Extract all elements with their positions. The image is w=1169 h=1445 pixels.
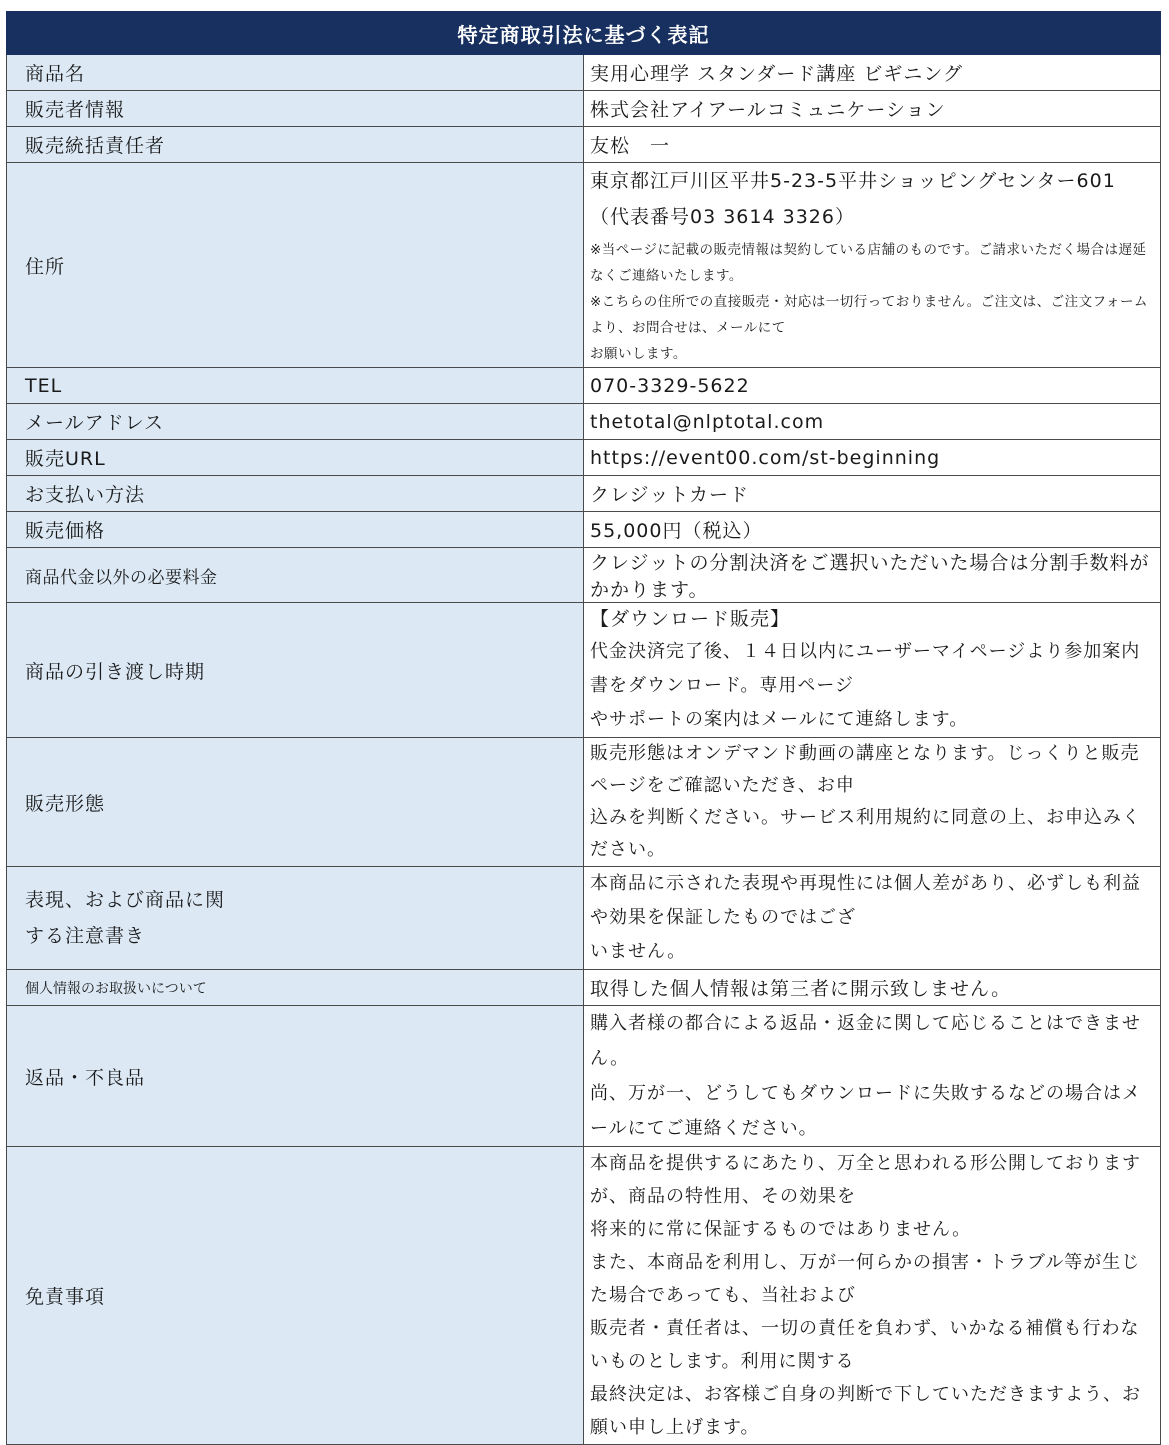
value-product-name: 実用心理学 スタンダード講座 ビギニング (584, 55, 1161, 91)
value-disclaimer-cell (584, 1147, 1161, 1445)
table-row (7, 1006, 1161, 1147)
label-email: メールアドレス (7, 404, 584, 440)
table-row (7, 91, 1161, 127)
delivery-line-3: やサポートの案内はメールにて連絡します。 (590, 709, 969, 730)
value-payment: クレジットカード (584, 476, 1161, 512)
caution-line-2: いません。 (590, 941, 687, 962)
table-row (7, 548, 1161, 603)
value-caution-cell (584, 867, 1161, 970)
value-extra-fee: クレジットの分割決済をご選択いただいた場合は分割手数料がかかります。 (584, 548, 1161, 603)
table-row (7, 163, 1161, 368)
label-caution-cell (7, 867, 584, 970)
label-form: 販売形態 (7, 738, 584, 867)
legal-notice-table-container (6, 11, 1161, 1445)
table-row (7, 55, 1161, 91)
disclaimer-line-4: 販売者・責任者は、一切の責任を負わず、いかなる補償も行わないものとします。利用に関する (590, 1318, 1140, 1372)
caution-line-1: 本商品に示された表現や再現性には個人差があり、必ずしも利益や効果を保証したものではござ (590, 873, 1141, 928)
table-row (7, 738, 1161, 867)
table-title: 特定商取引法に基づく表記 (7, 12, 1161, 55)
address-note-3: お願いします。 (590, 346, 687, 362)
label-disclaimer: 免責事項 (7, 1147, 584, 1445)
value-privacy: 取得した個人情報は第三者に開示致しません。 (584, 970, 1161, 1006)
address-note-1: ※当ページに記載の販売情報は契約している店舗のものです。ご請求いただく場合は遅延なくご連絡いたします。 (590, 242, 1147, 284)
table-row (7, 368, 1161, 404)
value-seller: 株式会社アイアールコミュニケーション (584, 91, 1161, 127)
title-row (7, 12, 1161, 55)
label-returns: 返品・不良品 (7, 1006, 584, 1147)
value-address: 東京都江戸川区平井5-23-5平井ショッピングセンター601 （代表番号03 3614 3326） (590, 170, 1116, 228)
disclaimer-line-2: 将来的に常に保証するものではありません。 (590, 1219, 972, 1240)
delivery-line-1: 【ダウンロード販売】 (590, 608, 791, 630)
disclaimer-line-1: 本商品を提供するにあたり、万全と思われる形公開しておりますが、商品の特性用、その効果を (590, 1153, 1141, 1207)
label-manager: 販売統括責任者 (7, 127, 584, 163)
table-row (7, 603, 1161, 738)
table-row (7, 476, 1161, 512)
label-payment: お支払い方法 (7, 476, 584, 512)
label-caution-1: 表現、および商品に関 (25, 889, 226, 911)
value-form-cell (584, 738, 1161, 867)
table-row (7, 440, 1161, 476)
legal-notice-table (6, 11, 1161, 1445)
value-url: https://event00.com/st-beginning (584, 440, 1161, 476)
value-manager: 友松 一 (584, 127, 1161, 163)
form-line-2: 込みを判断ください。サービス利用規約に同意の上、お申込みください。 (590, 807, 1141, 860)
table-row (7, 867, 1161, 970)
value-delivery-cell (584, 603, 1161, 738)
value-tel: 070-3329-5622 (584, 368, 1161, 404)
table-row (7, 404, 1161, 440)
label-address: 住所 (7, 163, 584, 368)
label-tel: TEL (7, 368, 584, 404)
label-delivery: 商品の引き渡し時期 (7, 603, 584, 738)
label-price: 販売価格 (7, 512, 584, 548)
address-note-2: ※こちらの住所での直接販売・対応は一切行っておりません。ご注文は、ご注文フォームより、お問合せは、メールにて (590, 294, 1148, 336)
disclaimer-line-3: また、本商品を利用し、万が一何らかの損害・トラブル等が生じた場合であっても、当社および (590, 1252, 1141, 1306)
table-row (7, 127, 1161, 163)
form-line-1: 販売形態はオンデマンド動画の講座となります。じっくりと販売ページをご確認いただき、お申 (590, 743, 1140, 796)
value-returns-cell (584, 1006, 1161, 1147)
table-row (7, 512, 1161, 548)
label-seller: 販売者情報 (7, 91, 584, 127)
label-extra-fee: 商品代金以外の必要料金 (7, 548, 584, 603)
disclaimer-line-5: 最終決定は、お客様ご自身の判断で下していただきますよう、お願い申し上げます。 (590, 1384, 1141, 1438)
returns-line-2: 尚、万が一、どうしてもダウンロードに失敗するなどの場合はメールにてご連絡ください。 (590, 1083, 1141, 1139)
label-url: 販売URL (7, 440, 584, 476)
label-product-name: 商品名 (7, 55, 584, 91)
table-row (7, 1147, 1161, 1445)
label-privacy: 個人情報のお取扱いについて (7, 970, 584, 1006)
value-price: 55,000円（税込） (584, 512, 1161, 548)
table-row (7, 970, 1161, 1006)
value-address-cell (584, 163, 1161, 368)
delivery-line-2: 代金決済完了後、１４日以内にユーザーマイページより参加案内書をダウンロード。専用ページ (590, 641, 1141, 696)
returns-line-1: 購入者様の都合による返品・返金に関して応じることはできません。 (590, 1013, 1141, 1069)
label-caution-2: する注意書き (25, 925, 146, 947)
value-email: thetotal@nlptotal.com (584, 404, 1161, 440)
